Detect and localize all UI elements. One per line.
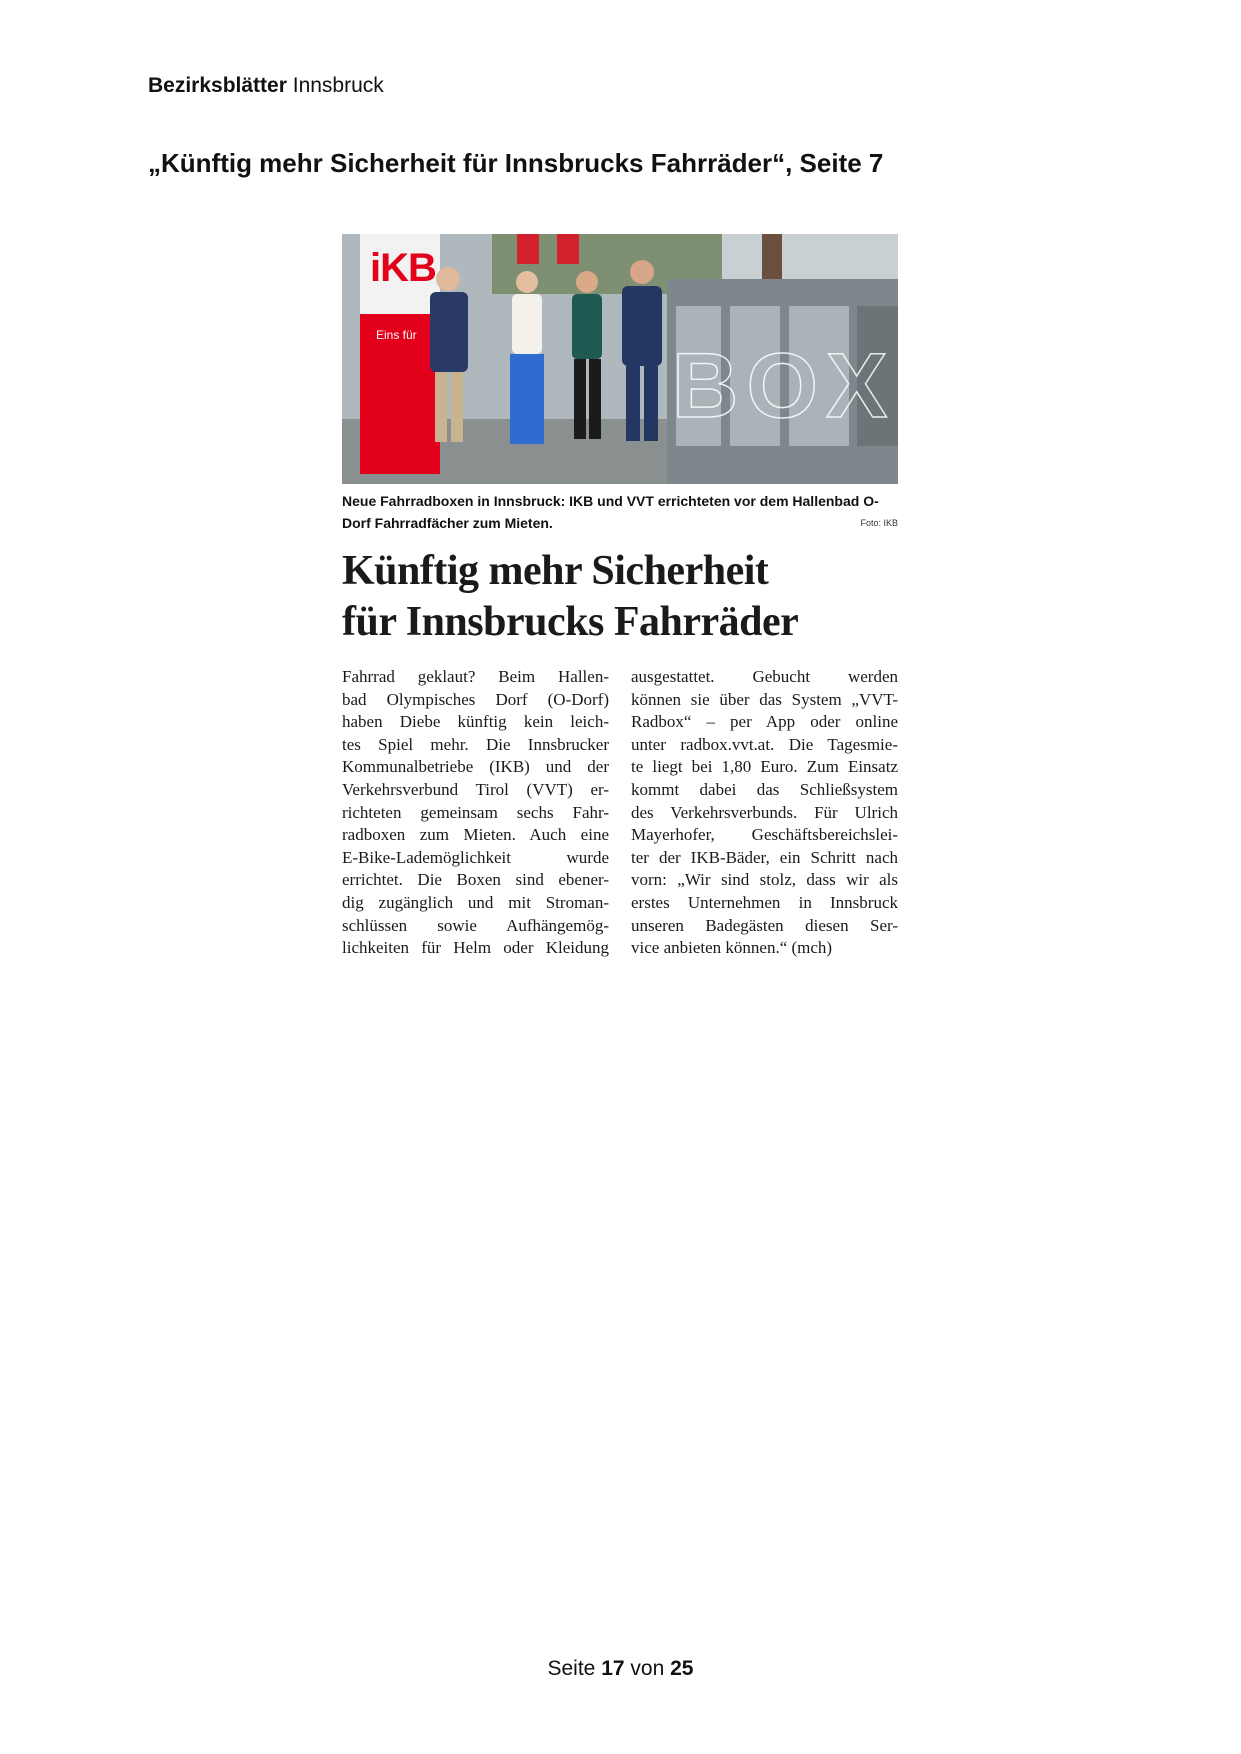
body-line: te liegt bei 1,80 Euro. Zum Einsatz [631,757,898,777]
body-line: schlüssen sowie Aufhängemög- [342,915,609,935]
article-reference: „Künftig mehr Sicherheit für Innsbrucks Fahrräder“, Seite 7 [148,148,884,178]
body-line: haben Diebe künftig kein leich- [342,712,609,732]
body-line: bad Olympisches Dorf (O-Dorf) [342,689,609,709]
publisher-name: Bezirksblätter [148,74,287,97]
body-line: ter der IKB-Bäder, ein Schritt nach [631,847,898,867]
photo-credit: Foto: IKB [860,518,898,528]
ikb-logo: iKB [370,246,436,290]
page-footer [0,1657,1241,1681]
body-line: unseren Badegästen diesen Ser- [631,915,898,935]
body-line: E-Bike-Lademöglichkeit wurde [342,847,609,867]
body-line: unter radbox.vvt.at. Die Tagesmie- [631,734,898,754]
newspaper-clipping [342,234,898,960]
body-line: richteten gemeinsam sechs Fahr- [342,802,609,822]
body-line: können sie über das System „VVT- [631,689,898,709]
body-line: erstes Unternehmen in Innsbruck [631,892,898,912]
body-line: Verkehrsverbund Tirol (VVT) er- [342,779,609,799]
body-column-right [631,666,898,960]
article-headline [342,546,898,648]
headline-line-1: Künftig mehr Sicherheit [342,548,769,594]
current-page-number: 17 [601,1657,625,1680]
footer-separator: von [630,1657,665,1680]
footer-prefix: Seite [547,1657,596,1680]
body-line: vice anbieten können.“ (mch) [631,938,833,958]
article-photo [342,234,898,484]
body-line: des Verkehrsverbunds. Für Ulrich [631,802,898,822]
body-line: lichkeiten für Helm oder Kleidung [342,938,609,958]
headline-line-2: für Innsbrucks Fahrräder [342,599,799,645]
person-2 [510,271,544,444]
photo-caption [342,490,898,534]
body-line: Fahrrad geklaut? Beim Hallen- [342,667,609,686]
body-column-left [342,666,609,960]
article-body [342,666,898,960]
body-line: vorn: „Wir sind stolz, dass wir als [631,870,898,890]
publisher-line [148,74,384,98]
banner-slogan: Eins für [376,328,417,342]
body-line: ausgestattet. Gebucht werden [631,667,898,686]
body-line: kommt dabei das Schließsystem [631,779,898,799]
body-line: Radbox“ – per App oder online [631,712,898,732]
box-signage: BOX [672,335,896,437]
caption-text: Neue Fahrradboxen in Innsbruck: IKB und VVT errichteten vor dem Hallenbad O-Dorf Fahrradfächer zum Mieten. [342,493,879,531]
body-line: dig zugänglich und mit Stroman- [342,892,609,912]
body-line: Mayerhofer, Geschäftsbereichslei- [631,825,898,845]
body-line: Kommunalbetriebe (IKB) und der [342,757,609,777]
body-line: errichtet. Die Boxen sind ebener- [342,870,609,890]
body-line: tes Spiel mehr. Die Innsbrucker [342,734,609,754]
total-pages-number: 25 [670,1657,694,1680]
body-line: radboxen zum Mieten. Auch eine [342,825,609,845]
publisher-region: Innsbruck [292,74,384,97]
